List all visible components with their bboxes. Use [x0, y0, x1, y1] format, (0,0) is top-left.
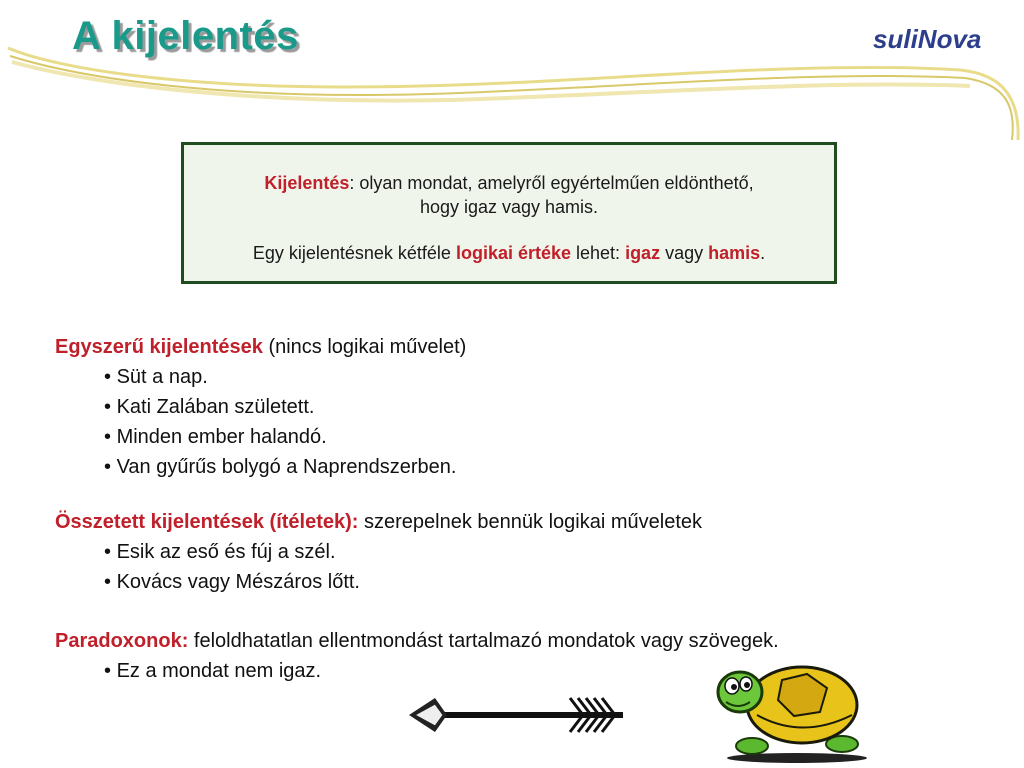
- list-item: • Ez a mondat nem igaz.: [104, 660, 321, 683]
- definition-lines: [184, 171, 834, 219]
- list-item: • Esik az eső és fúj a szél.: [104, 541, 336, 564]
- simple-heading: Egyszerű kijelentések: [55, 336, 263, 358]
- logo-icon: [873, 20, 1018, 56]
- lv-false: hamis: [708, 243, 761, 263]
- paradox-note: feloldhatatlan ellentmondást tartalmazó mondatok vagy szövegek.: [188, 630, 779, 652]
- definition-term: Kijelentés: [264, 173, 350, 193]
- list-item: • Minden ember halandó.: [104, 426, 327, 449]
- logical-value-line: [184, 241, 834, 265]
- page-title: A kijelentés: [72, 14, 299, 58]
- list-item: • Kovács vagy Mészáros lőtt.: [104, 571, 360, 594]
- definition-box: [181, 142, 837, 284]
- lv-text-d: .: [760, 243, 766, 263]
- simple-heading-line: [55, 336, 466, 359]
- list-item: • Süt a nap.: [104, 366, 208, 389]
- compound-note: szerepelnek bennük logikai műveletek: [358, 511, 703, 533]
- definition-text-2: hogy igaz vagy hamis.: [419, 197, 599, 217]
- list-item: • Kati Zalában született.: [104, 396, 314, 419]
- compound-heading: Összetett kijelentések (ítéletek):: [55, 511, 359, 533]
- paradox-heading-line: [55, 630, 779, 653]
- lv-true: igaz: [625, 243, 661, 263]
- simple-note: (nincs logikai művelet): [262, 336, 467, 358]
- compound-heading-line: [55, 511, 702, 534]
- turtle-icon: [712, 660, 882, 765]
- lv-text-a: Egy kijelentésnek kétféle: [252, 243, 456, 263]
- arrow-icon: [405, 690, 630, 740]
- definition-text-1: : olyan mondat, amelyről egyértelműen eldönthető,: [349, 173, 754, 193]
- paradox-heading: Paradoxonok:: [55, 630, 189, 652]
- logo-text: suliNova: [873, 24, 982, 54]
- lv-key: logikai értéke: [455, 243, 572, 263]
- lv-text-b: lehet:: [571, 243, 626, 263]
- lv-text-c: vagy: [660, 243, 709, 263]
- list-item: • Van gyűrűs bolygó a Naprendszerben.: [104, 456, 456, 479]
